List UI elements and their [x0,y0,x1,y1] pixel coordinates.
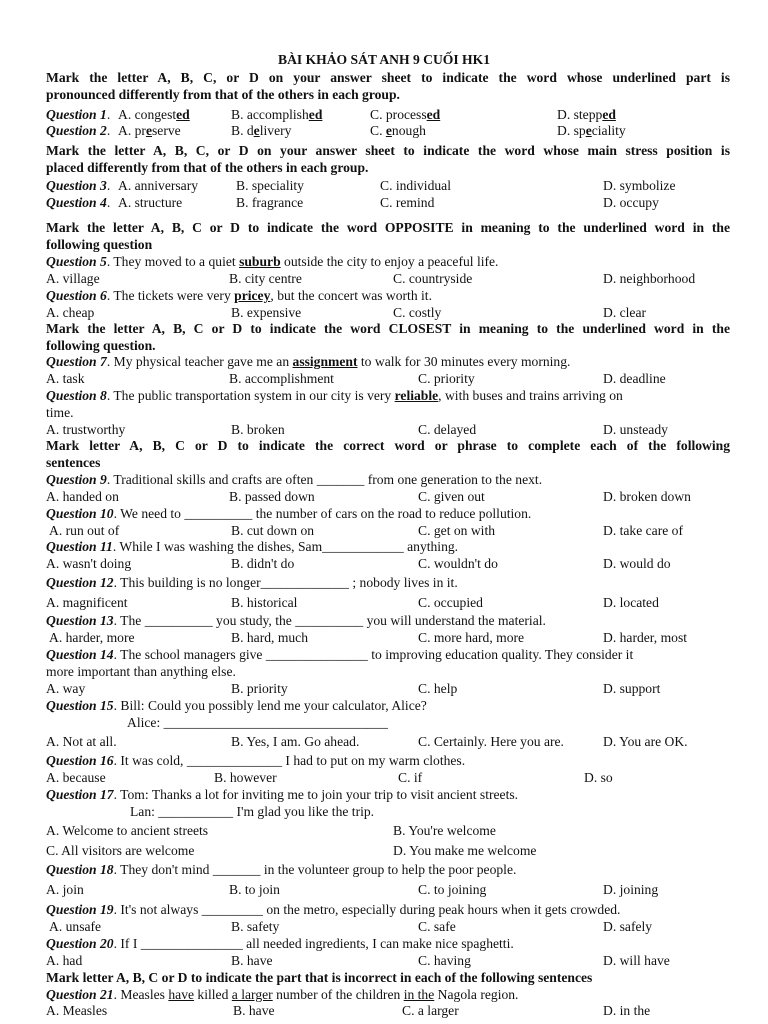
option-d[interactable]: D. unsteady [603,422,668,437]
underlined-text: pricey [234,288,271,303]
question-label: Question 8 [46,388,107,403]
option-b[interactable]: B. speciality [236,178,304,193]
option-a[interactable]: A. trustworthy [46,422,126,437]
option-c[interactable]: C. to joining [418,882,487,897]
question-4: Question 4. [46,195,111,210]
option-a[interactable]: A. handed on [46,489,119,504]
option-d[interactable] [557,123,626,139]
option-d[interactable]: D. broken down [603,489,691,504]
underlined-text: ed [308,107,323,122]
option-a[interactable]: A. structure [118,195,183,210]
option-b[interactable]: B. Yes, I am. Go ahead. [231,734,360,749]
underlined-text: a larger [231,987,273,1002]
question-19 [46,902,620,918]
text-segment: nough [391,123,426,138]
question-8 [46,388,623,404]
option-a[interactable]: A. Welcome to ancient streets [46,823,209,838]
text-segment: . Measles [113,987,169,1002]
text-segment: . Bill: Could you possibly lend me your calculator, Alice? [113,698,427,713]
text-segment: outside the city to enjoy a peaceful life. [280,254,499,269]
question-9 [46,472,542,488]
text-segment: . Tom: Thanks a lot for inviting me to join your trip to visit ancient streets. [113,787,519,802]
text-segment: . It's not always _________ on the metro, especially during peak hours when it gets crowded. [113,902,621,917]
text-segment: . If I _______________ all needed ingredients, I can make nice spaghetti. [113,936,514,951]
text-segment: . The __________ you study, the __________ you will understand the material. [113,613,546,628]
option-a[interactable]: A. run out of [49,523,120,538]
underlined-text: e [385,123,392,138]
option-b[interactable]: B. hard, much [231,630,309,645]
option-c[interactable]: C. Certainly. Here you are. [418,734,564,749]
option-b[interactable]: B. You're welcome [393,823,496,838]
option-b[interactable]: B. city centre [229,271,302,286]
question-label: Question 7 [46,354,107,369]
option-d[interactable]: D. You are OK. [603,734,688,749]
option-c[interactable]: C. having [418,953,471,968]
underlined-text: e [253,123,260,138]
text-segment: . We need to __________ the number of cars on the road to reduce pollution. [113,506,532,521]
text-segment: B. accomplish [231,107,309,122]
question-label: Question 9 [46,472,107,487]
option-c[interactable]: C. priority [418,371,475,386]
instruction-5-line-2: sentences [46,455,101,470]
option-d[interactable]: D. in the [603,1003,651,1018]
instruction-3-line-1: Mark the letter A, B, C or D to indicate the word OPPOSITE in meaning to the underlined word in the [46,220,730,235]
question-label: Question 4 [46,195,107,210]
question-3: Question 3. [46,178,111,193]
option-a[interactable]: A. magnificent [46,595,128,610]
question-6 [46,288,432,304]
option-a[interactable]: A. Not at all. [46,734,117,749]
option-d[interactable]: D. support [603,681,661,696]
instruction-4-line-2: following question. [46,338,156,353]
underlined-text: reliable [394,388,439,403]
underlined-text: assignment [292,354,358,369]
option-b[interactable]: B. have [233,1003,275,1018]
option-c[interactable]: C. given out [418,489,485,504]
text-segment: killed [194,987,232,1002]
option-b[interactable]: B. to join [229,882,280,897]
option-b[interactable] [231,107,322,123]
option-d[interactable]: D. symbolize [603,178,676,193]
question-label: Question 2 [46,123,107,138]
text-segment: to walk for 30 minutes every morning. [357,354,571,369]
option-b[interactable]: B. have [231,953,273,968]
option-b[interactable]: B. broken [231,422,285,437]
instruction-4-line-1: Mark the letter A, B, C or D to indicate the word CLOSEST in meaning to the underlined word in the [46,321,730,336]
text-segment: C. [370,123,386,138]
text-segment: C. process [370,107,427,122]
option-a[interactable]: A. cheap [46,305,95,320]
text-segment: . While I was washing the dishes, Sam____________ anything. [112,539,459,554]
option-b[interactable]: B. historical [231,595,298,610]
question-label: Question 18 [46,862,114,877]
option-d[interactable]: D. deadline [603,371,666,386]
option-c[interactable] [370,107,440,123]
question-label: Question 5 [46,254,107,269]
option-a[interactable]: A. task [46,371,85,386]
option-c[interactable]: C. get on with [418,523,496,538]
question-15-alice-line: Alice: _________________________________ [127,715,388,730]
option-d[interactable]: D. would do [603,556,671,571]
option-a[interactable]: A. harder, more [49,630,135,645]
option-b[interactable]: B. priority [231,681,288,696]
question-5 [46,254,498,270]
option-c[interactable]: C. safe [418,919,456,934]
instruction-1-line-2: pronounced differently from that of the others in each group. [46,87,400,102]
option-a[interactable] [118,123,181,139]
question-16 [46,753,465,769]
underlined-text: e [585,123,592,138]
text-segment: . The school managers give _______________ to improving education quality. They consider it [113,647,634,662]
option-b[interactable]: B. passed down [229,489,315,504]
option-b[interactable]: B. expensive [231,305,302,320]
question-12 [46,575,458,591]
text-segment: ciality [591,123,626,138]
option-b[interactable]: B. safety [231,919,280,934]
option-d[interactable]: D. so [584,770,613,785]
option-a[interactable]: A. because [46,770,106,785]
text-segment: D. sp [557,123,586,138]
option-a[interactable]: A. way [46,681,86,696]
underlined-text: ed [426,107,441,122]
option-d[interactable]: D. clear [603,305,647,320]
question-label: Question 17 [46,787,114,802]
option-d[interactable]: D. take care of [603,523,684,538]
question-11 [46,539,458,555]
option-d[interactable]: D. harder, most [603,630,688,645]
question-label: Question 19 [46,902,114,917]
text-segment: A. pr [118,123,146,138]
question-label: Question 10 [46,506,114,521]
question-label: Question 15 [46,698,114,713]
option-a[interactable]: A. had [46,953,83,968]
option-a[interactable]: A. join [46,882,84,897]
option-d[interactable]: D. located [603,595,659,610]
question-20 [46,936,514,952]
text-segment: . It was cold, ______________ I had to put on my warm clothes. [113,753,466,768]
instruction-1-line-1: Mark the letter A, B, C, or D on your answer sheet to indicate the word whose underlined part is [46,70,730,85]
question-14 [46,647,633,663]
option-d[interactable]: D. You make me welcome [393,843,537,858]
question-label: Question 12 [46,575,114,590]
underlined-text: in the [403,987,435,1002]
option-b[interactable]: B. however [214,770,277,785]
question-label: Question 14 [46,647,114,662]
option-c[interactable]: C. All visitors are welcome [46,843,195,858]
question-label: Question 21 [46,987,114,1002]
text-segment: . The public transportation system in our city is very [106,388,395,403]
text-segment: number of the children [272,987,404,1002]
question-label: Question 20 [46,936,114,951]
text-segment: . This building is no longer_____________ ; nobody lives in it. [113,575,458,590]
instruction-5-line-1: Mark letter A, B, C or D to indicate the correct word or phrase to complete each of the following [46,438,730,453]
text-segment: . My physical teacher gave me an [106,354,293,369]
question-label: Question 3 [46,178,107,193]
text-segment: livery [259,123,292,138]
option-a[interactable]: A. anniversary [118,178,199,193]
question-7 [46,354,570,370]
question-2: Question 2. [46,123,111,138]
underlined-text: ed [602,107,616,122]
text-segment: . They don't mind _______ in the volunteer group to help the poor people. [113,862,517,877]
question-label: Question 6 [46,288,107,303]
question-21 [46,987,518,1003]
option-a[interactable]: A. unsafe [49,919,102,934]
question-label: Question 11 [46,539,113,554]
text-segment: B. d [231,123,254,138]
question-13 [46,613,546,629]
question-8-continued: time. [46,405,74,420]
option-b[interactable]: B. fragrance [236,195,304,210]
text-segment: , with buses and trains arriving on [438,388,623,403]
underlined-text: have [168,987,195,1002]
option-c[interactable]: C. help [418,681,458,696]
question-1: Question 1. [46,107,111,122]
option-c[interactable] [370,123,426,139]
option-b[interactable]: B. didn't do [231,556,295,571]
option-c[interactable]: C. a larger [402,1003,459,1018]
question-label: Question 16 [46,753,114,768]
instruction-2-line-2: placed differently from that of the others in each group. [46,160,369,175]
option-d[interactable]: D. neighborhood [603,271,696,286]
option-b[interactable]: B. accomplishment [229,371,334,386]
option-d[interactable]: D. joining [603,882,659,897]
option-c[interactable]: C. countryside [393,271,473,286]
option-a[interactable]: A. wasn't doing [46,556,132,571]
instruction-2-line-1: Mark the letter A, B, C, or D on your answer sheet to indicate the word whose main stress position is [46,143,730,158]
option-d[interactable]: D. safely [603,919,653,934]
page-title: BÀI KHẢO SÁT ANH 9 CUỐI HK1 [278,52,490,67]
option-c[interactable]: C. remind [380,195,435,210]
question-10 [46,506,531,522]
underlined-text: e [145,123,152,138]
text-segment: A. congest [118,107,177,122]
question-18 [46,862,516,878]
option-a[interactable]: A. Measles [46,1003,108,1018]
option-d[interactable]: D. occupy [603,195,659,210]
text-segment: . They moved to a quiet [106,254,240,269]
option-a[interactable]: A. village [46,271,100,286]
option-c[interactable]: C. more hard, more [418,630,525,645]
option-b[interactable] [231,123,291,139]
text-segment: serve [152,123,181,138]
text-segment: Nagola region. [434,987,519,1002]
question-17 [46,787,518,803]
option-a[interactable] [118,107,190,123]
text-segment: . The tickets were very [106,288,235,303]
question-17-lan-line: Lan: ___________ I'm glad you like the trip. [130,804,375,819]
option-c[interactable]: C. if [398,770,423,785]
option-c[interactable]: C. costly [393,305,442,320]
option-c[interactable]: C. occupied [418,595,483,610]
instruction-3-line-2: following question [46,237,153,252]
instruction-6: Mark letter A, B, C or D to indicate the part that is incorrect in each of the following sentences [46,970,593,985]
option-c[interactable]: C. delayed [418,422,477,437]
option-d[interactable]: D. will have [603,953,670,968]
underlined-text: ed [176,107,190,122]
text-segment: . Traditional skills and crafts are often _______ from one generation to the next. [106,472,543,487]
text-segment: D. stepp [557,107,603,122]
text-segment: , but the concert was worth it. [270,288,432,303]
question-label: Question 1 [46,107,107,122]
option-d[interactable] [557,107,616,123]
option-c[interactable]: C. wouldn't do [418,556,498,571]
question-label: Question 13 [46,613,114,628]
option-c[interactable]: C. individual [380,178,451,193]
question-14-continued: more important than anything else. [46,664,236,679]
question-15 [46,698,427,714]
underlined-text: suburb [239,254,281,269]
option-b[interactable]: B. cut down on [231,523,315,538]
